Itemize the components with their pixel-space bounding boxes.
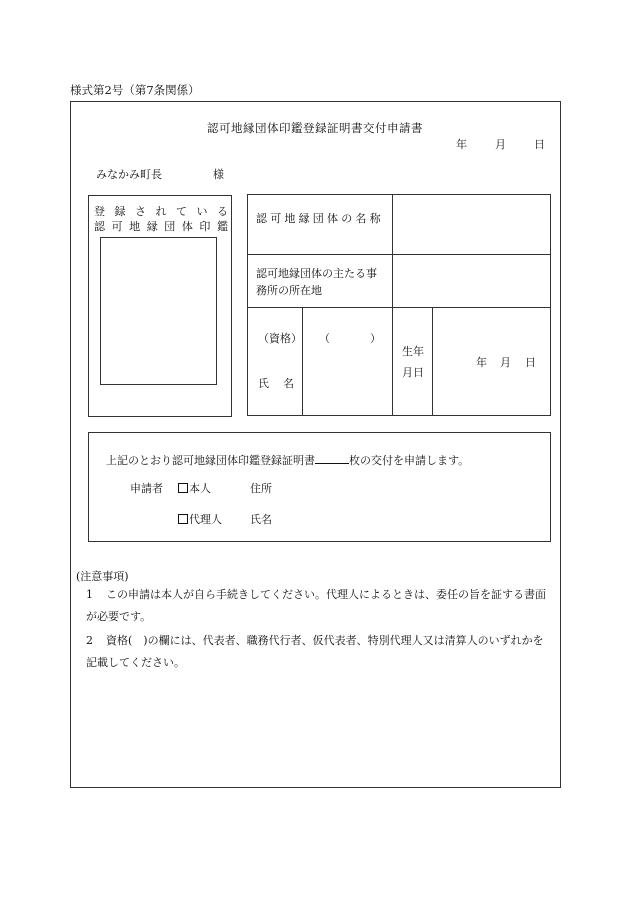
date-month: 月 xyxy=(495,138,506,151)
form-number: 様式第2号（第7条関係） xyxy=(70,83,200,97)
note-number: 2 xyxy=(86,634,93,647)
application-text-before: 上記のとおり認可地縁団体印鑑登録証明書 xyxy=(106,454,315,467)
checkbox-agent[interactable] xyxy=(178,514,188,524)
copies-count-field[interactable] xyxy=(315,453,349,464)
office-address-label xyxy=(256,265,392,299)
org-name-label: 認可地縁団体の名称 xyxy=(256,212,384,225)
birth-label-2: 月日 xyxy=(402,366,424,379)
application-statement xyxy=(106,452,469,468)
seal-label-line1: 登録されている xyxy=(94,205,228,218)
qualification-paren-open: （ xyxy=(319,332,330,345)
office-address-field[interactable] xyxy=(393,255,550,307)
office-label-line2: 務所の所在地 xyxy=(256,284,322,297)
applicant-label: 申請者 xyxy=(130,482,163,495)
qualification-label: （資格） xyxy=(258,332,302,345)
qualification-paren-close: ） xyxy=(370,332,381,345)
date-line xyxy=(456,136,545,152)
representative-field[interactable] xyxy=(303,308,392,415)
note-text: この申請は本人が自ら手続きしてください。代理人によるときは、委任の旨を証する書面が必要です。 xyxy=(86,588,546,623)
checkbox-self[interactable] xyxy=(178,483,188,493)
option-self[interactable] xyxy=(178,480,211,497)
note-item-2 xyxy=(86,630,554,674)
note-item-1 xyxy=(86,584,554,628)
office-label-line1: 認可地縁団体の主たる事 xyxy=(256,267,377,280)
date-day: 日 xyxy=(534,138,545,151)
date-year: 年 xyxy=(456,138,467,151)
honorific: 様 xyxy=(213,168,224,181)
birth-date-field[interactable] xyxy=(433,308,550,415)
org-name-field[interactable] xyxy=(393,195,550,254)
notes-title: (注意事項) xyxy=(76,570,129,583)
form-title: 認可地縁団体印鑑登録証明書交付申請書 xyxy=(207,121,423,135)
option-agent-label: 代理人 xyxy=(189,513,222,526)
seal-label-line2: 認可地縁団体印鑑 xyxy=(94,220,228,233)
seal-impression-area[interactable] xyxy=(100,237,217,385)
name-label: 氏名 xyxy=(250,513,272,526)
note-number: 1 xyxy=(86,588,93,601)
option-self-label: 本人 xyxy=(189,482,211,495)
name-label-2: 名 xyxy=(283,377,294,390)
address-label: 住所 xyxy=(250,482,272,495)
birth-year: 年 xyxy=(476,356,487,369)
application-text-after: 枚の交付を申請します。 xyxy=(349,454,470,467)
birth-day: 日 xyxy=(525,356,536,369)
option-agent[interactable] xyxy=(178,511,222,528)
note-text: 資格( )の欄には、代表者、職務代行者、仮代表者、特別代理人又は清算人のいずれかを記載してください。 xyxy=(86,634,544,669)
birth-month: 月 xyxy=(500,356,511,369)
addressee: みなかみ町長 xyxy=(96,168,162,181)
seal-label xyxy=(94,204,228,234)
name-label-1: 氏 xyxy=(258,377,269,390)
birth-label-1: 生年 xyxy=(402,345,424,358)
